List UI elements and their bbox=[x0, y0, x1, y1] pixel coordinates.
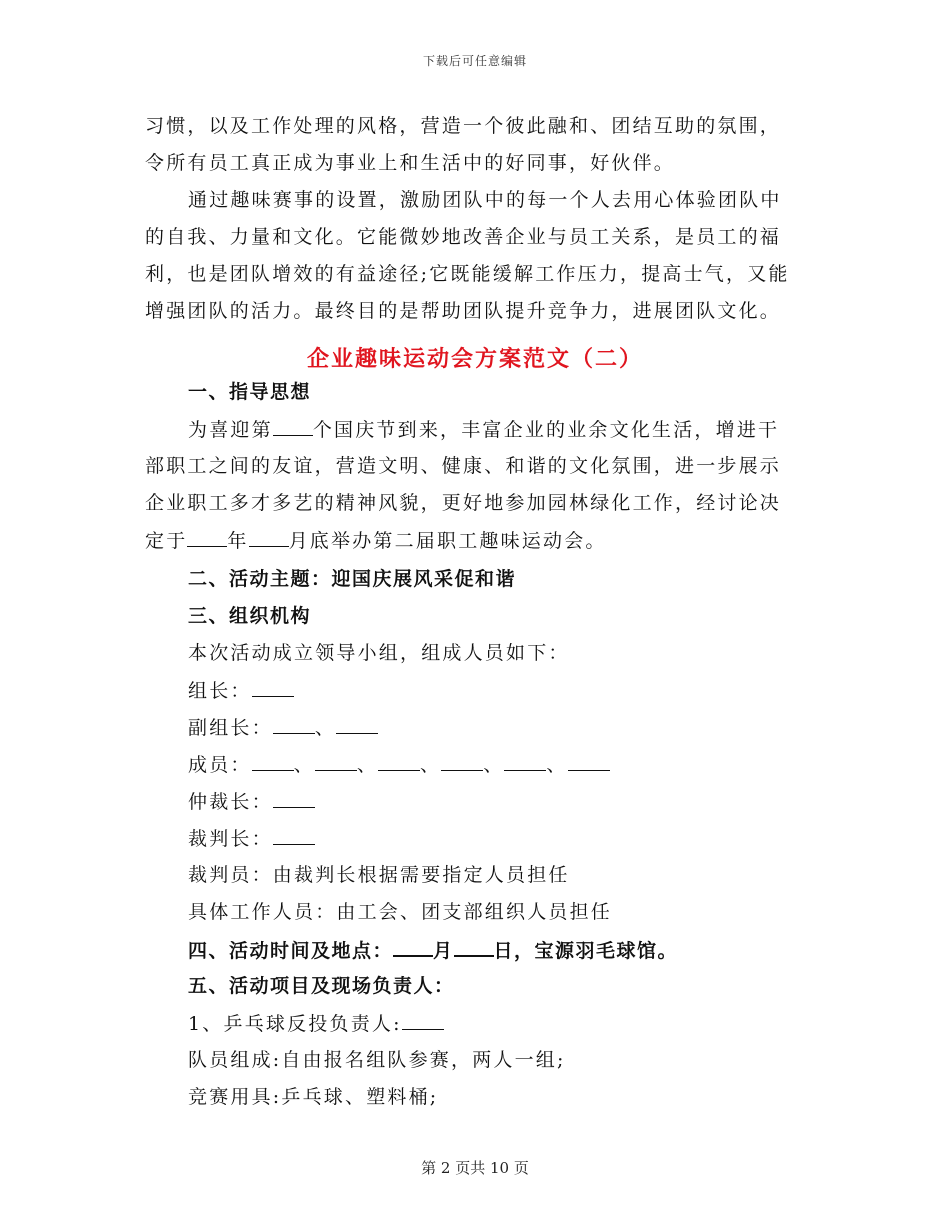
section-heading: 四、活动时间及地点： 月 日，宝源羽毛球馆。 bbox=[188, 937, 858, 963]
page-footer: 第 2 页共 10 页 bbox=[421, 1159, 529, 1177]
paragraph-line: 定于 年 月底举办第二届职工趣味运动会。 bbox=[145, 530, 607, 552]
members-line: 成员： 、 、 、 、 、 bbox=[188, 752, 858, 777]
fill-blank bbox=[336, 715, 378, 734]
paragraph-line: 增强团队的活力。最终目的是帮助团队提升竞争力，进展团队文化。 bbox=[145, 300, 782, 322]
fill-blank bbox=[393, 937, 433, 957]
fill-blank bbox=[273, 789, 315, 808]
paragraph-line: 部职工之间的友谊，营造文明、健康、和谐的文化氛围，进一步展示 bbox=[145, 455, 782, 477]
section-heading: 一、指导思想 bbox=[188, 381, 312, 403]
section-heading: 三、组织机构 bbox=[188, 605, 312, 627]
fill-blank bbox=[273, 826, 315, 845]
fill-blank bbox=[504, 752, 546, 771]
chief-arbiter-line: 仲裁长： bbox=[188, 789, 858, 814]
fill-blank bbox=[402, 1011, 444, 1030]
paragraph-line: 利，也是团队增效的有益途径;它既能缓解工作压力，提高士气，又能 bbox=[145, 263, 790, 285]
chief-judge-line: 裁判长： bbox=[188, 826, 858, 851]
paragraph-line: 裁判员：由裁判长根据需要指定人员担任 bbox=[188, 864, 570, 886]
section-heading: 二、活动主题：迎国庆展风采促和谐 bbox=[188, 568, 517, 590]
paragraph-line: 令所有员工真正成为事业上和生活中的好同事，好伙伴。 bbox=[145, 152, 676, 174]
paragraph-line: 队员组成:自由报名组队参赛，两人一组; bbox=[188, 1049, 566, 1071]
fill-blank bbox=[441, 752, 483, 771]
fill-blank bbox=[249, 528, 289, 547]
section-heading: 五、活动项目及现场负责人： bbox=[188, 975, 455, 997]
paragraph-line: 为喜迎第 个国庆节到来，丰富企业的业余文化生活，增进干 bbox=[188, 419, 780, 441]
paragraph-line: 本次活动成立领导小组，组成人员如下： bbox=[188, 642, 570, 664]
fill-blank bbox=[187, 528, 227, 547]
fill-blank bbox=[378, 752, 420, 771]
vice-leader-line: 副组长： 、 bbox=[188, 715, 858, 740]
document-title: 企业趣味运动会方案范文（二） bbox=[306, 346, 643, 372]
page-header: 下载后可任意编辑 bbox=[422, 54, 527, 68]
fill-blank bbox=[454, 937, 494, 957]
fill-blank bbox=[273, 417, 313, 436]
fill-blank bbox=[315, 752, 357, 771]
paragraph-line: 企业职工多才多艺的精神风貌，更好地参加园林绿化工作，经讨论决 bbox=[145, 492, 782, 514]
paragraph-line: 的自我、力量和文化。它能微妙地改善企业与员工关系，是员工的福 bbox=[145, 226, 782, 248]
fill-blank bbox=[252, 678, 294, 697]
leader-line: 组长： bbox=[188, 678, 858, 703]
paragraph-line: 具体工作人员：由工会、团支部组织人员担任 bbox=[188, 901, 613, 923]
paragraph-line: 通过趣味赛事的设置，激励团队中的每一个人去用心体验团队中 bbox=[188, 189, 782, 211]
fill-blank bbox=[568, 752, 610, 771]
item-line: 1、乒乓球反投负责人: bbox=[188, 1011, 858, 1036]
fill-blank bbox=[252, 752, 294, 771]
fill-blank bbox=[273, 715, 315, 734]
paragraph-line: 习惯，以及工作处理的风格，营造一个彼此融和、团结互助的氛围， bbox=[145, 115, 782, 137]
paragraph-line: 竞赛用具:乒乓球、塑料桶; bbox=[188, 1086, 439, 1108]
